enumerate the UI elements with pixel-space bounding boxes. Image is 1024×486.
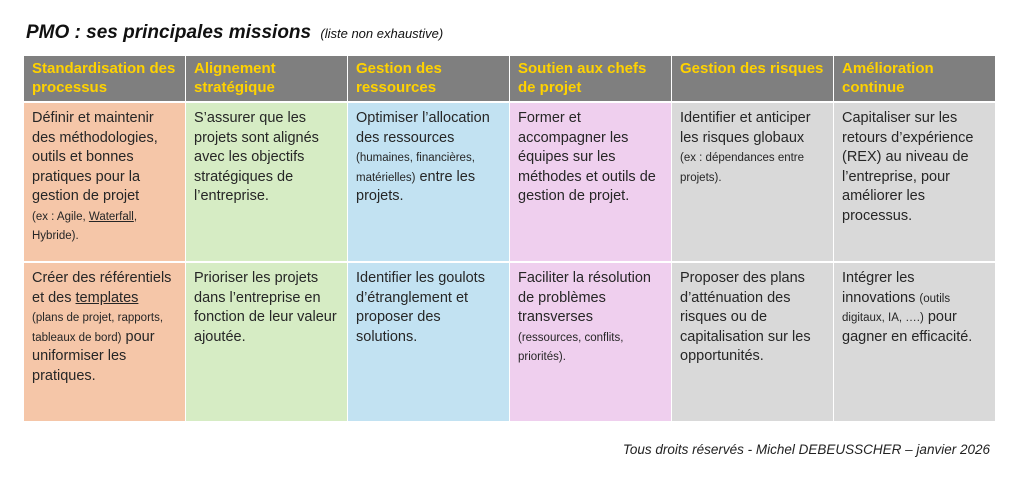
cell-soutien-1: Former et accompagner les équipes sur les méthodes et outils de gestion de projet. (510, 103, 671, 261)
cell-text: Définir et maintenir des méthodologies, outils et bonnes pratiques pour la gestion de projet (32, 110, 158, 204)
cell-note: (ex : dépendances entre projets). (680, 152, 805, 184)
cell-ressources-2: Identifier les goulots d’étranglement et proposer des solutions. (348, 263, 509, 421)
header-amelioration: Amélioration continue (834, 56, 995, 101)
cell-standardisation-1 (24, 103, 185, 261)
missions-table (24, 56, 996, 421)
cell-text-end: pour gagner en efficacité. (842, 309, 973, 345)
cell-text-end: entre les projets. (356, 168, 476, 204)
header-soutien: Soutien aux chefs de projet (510, 56, 671, 101)
cell-standardisation-2 (24, 263, 185, 421)
page-subtitle: (liste non exhaustive) (320, 26, 444, 41)
cell-amelioration-1: Capitaliser sur les retours d’expérience (REX) au niveau de l’entreprise, pour améliorer les processus. (834, 103, 995, 261)
title-text: PMO : ses principales missions (26, 22, 312, 43)
cell-note: (ressources, conflits, priorités). (518, 331, 624, 363)
cell-note: (plans de projet, rapports, tableaux de bord) (32, 312, 164, 344)
cell-alignement-2: Prioriser les projets dans l’entreprise en fonction de leur valeur ajoutée. (186, 263, 347, 421)
cell-amelioration-2 (834, 263, 995, 421)
cell-note: (outils digitaux, IA, ….) (842, 292, 951, 324)
cell-note: (ex : Agile, (32, 210, 89, 223)
cell-text: Optimiser l’allocation des ressources (356, 110, 490, 146)
header-ressources: Gestion des ressources (348, 56, 509, 101)
cell-risques-1 (672, 103, 833, 261)
header-standardisation: Standardisation des processus (24, 56, 185, 101)
copyright-footer: Tous droits réservés - Michel DEBEUSSCHER – janvier 2026 (622, 442, 990, 457)
cell-text: Intégrer les innovations (842, 270, 920, 306)
cell-risques-2: Proposer des plans d’atténuation des risques ou de capitalisation sur les opportunités. (672, 263, 833, 421)
cell-text: Créer des référentiels et des (32, 270, 172, 306)
cell-soutien-2 (510, 263, 671, 421)
templates-term: templates (75, 289, 139, 306)
cell-note: (humaines, financières, matérielles) (356, 152, 475, 184)
page-title (26, 22, 443, 44)
cell-text-end: pour uniformiser les pratiques. (32, 328, 155, 384)
cell-note-end: , Hybride). (32, 210, 138, 242)
header-risques: Gestion des risques (672, 56, 833, 101)
header-alignement: Alignement stratégique (186, 56, 347, 101)
waterfall-term: Waterfall (88, 210, 134, 223)
cell-ressources-1 (348, 103, 509, 261)
cell-text: Faciliter la résolution de problèmes transverses (518, 270, 651, 325)
cell-alignement-1: S’assurer que les projets sont alignés avec les objectifs stratégiques de l’entreprise. (186, 103, 347, 261)
cell-text: Identifier et anticiper les risques globaux (680, 110, 811, 146)
